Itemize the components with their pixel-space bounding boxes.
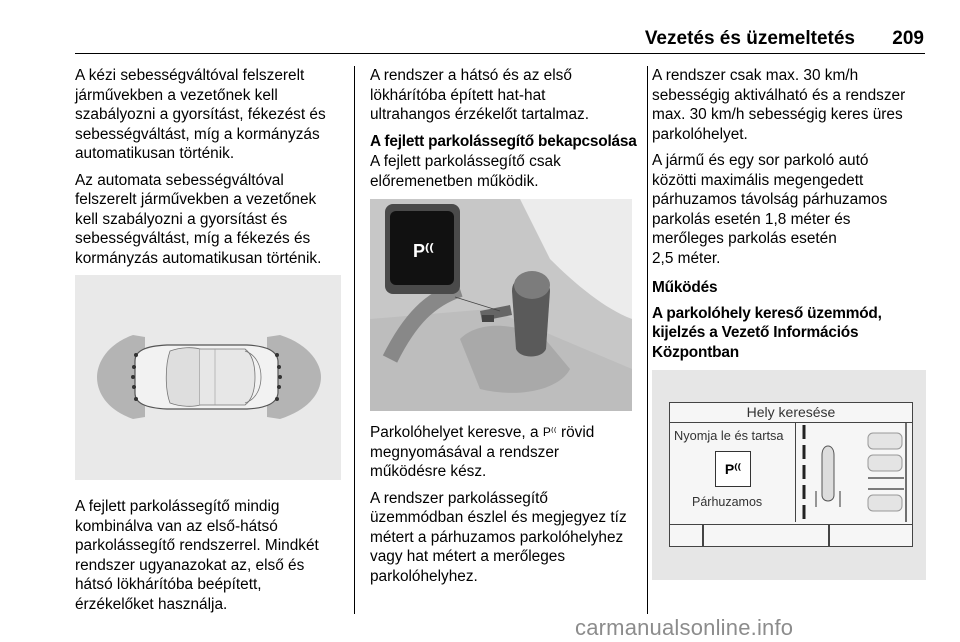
car-top-view (135, 345, 278, 409)
display-footer (670, 524, 912, 546)
column-2 (370, 66, 640, 593)
parking-assist-button-label: P⁽⁽ (413, 241, 434, 261)
center-console-illustration (370, 199, 632, 411)
header-rule (75, 53, 925, 54)
paragraph-press-button (370, 423, 640, 482)
heading-search-mode: A parkolóhely kereső üzemmód, kijelzés a Vezető Információs Központban (652, 304, 882, 361)
column-divider-1 (354, 66, 355, 614)
display-mode-label: Párhuzamos (692, 495, 763, 509)
paragraph-sensors: A rendszer a hátsó és az első lökhárítóba épített hat-hat ultrahangos érzékelőt tartalmaz. (370, 67, 590, 123)
heading-operation: Működés (652, 279, 718, 296)
column-1 (75, 66, 347, 621)
column-3 (652, 66, 932, 580)
parked-cars (868, 433, 902, 511)
paragraph-distance: A jármű és egy sor parkoló autó közötti maximális megengedett párhuzamos távolság párhuzamos parkolás esetén 1,8 méter és merőleges parkolás esetén 2,5 méter. (652, 152, 888, 267)
heading-activation: A fejlett parkolássegítő bekapcsolása (370, 132, 637, 150)
watermark: carmanualsonline.info (575, 615, 794, 640)
paragraph-forward-only: A fejlett parkolássegítő csak előremenetben működik. (370, 153, 561, 190)
own-car-icon (822, 446, 834, 501)
paragraph-combined-system: A fejlett parkolássegítő mindig kombinálva van az első-hátsó parkolássegítő rendszerrel. Mindkét rendszer ugyanazokat az, első és hátsó lökhárítóba beépített, érzékelőket használja. (75, 498, 319, 613)
page-number: 209 (892, 28, 924, 49)
page-header-title: Vezetés és üzemeltetés (644, 28, 855, 49)
dic-display-figure (652, 370, 926, 580)
parking-assist-icon-large: P⁽⁽ (715, 451, 751, 487)
paragraph-detection: A rendszer parkolássegítő üzemmódban észlel és megjegyez tíz métert a párhuzamos parkolóhelyhez vagy hat métert a merőleges parkolóhelyhez. (370, 489, 627, 585)
parking-search-graphic (796, 423, 911, 522)
sensor-coverage-figure (75, 275, 341, 480)
paragraph-automatic-transmission: Az automata sebességváltóval felszerelt járművekben a vezetőnek kell szabályozni a gyorsítást és sebességváltást, míg a fékezés és kormányzás automatikusan történik. (75, 171, 322, 267)
display-instruction: Nyomja le és tartsa (674, 428, 784, 443)
paragraph-speed-limit: A rendszer csak max. 30 km/h sebességig aktiválható és a rendszer max. 30 km/h sebességig keres üres parkolóhelyet. (652, 67, 906, 143)
display-left-panel (670, 423, 796, 522)
press-button-text-before: Parkolóhelyet keresve, a (370, 424, 539, 441)
driver-info-display (669, 402, 913, 547)
display-title: Hely keresése (670, 403, 912, 423)
console-button-figure (370, 199, 632, 411)
column-divider-2 (647, 66, 648, 614)
paragraph-manual-transmission: A kézi sebességváltóval felszerelt járművekben a vezetőnek kell szabályozni a gyorsítást, fékezést és sebességváltást, míg a kormányzás automatikusan történik. (75, 67, 326, 162)
parking-assist-icon: P⁽⁽ (542, 425, 557, 439)
car-sensor-illustration (75, 275, 341, 480)
press-button-text-after: rövid megnyomásával a rendszer működésre kész. (370, 424, 595, 480)
